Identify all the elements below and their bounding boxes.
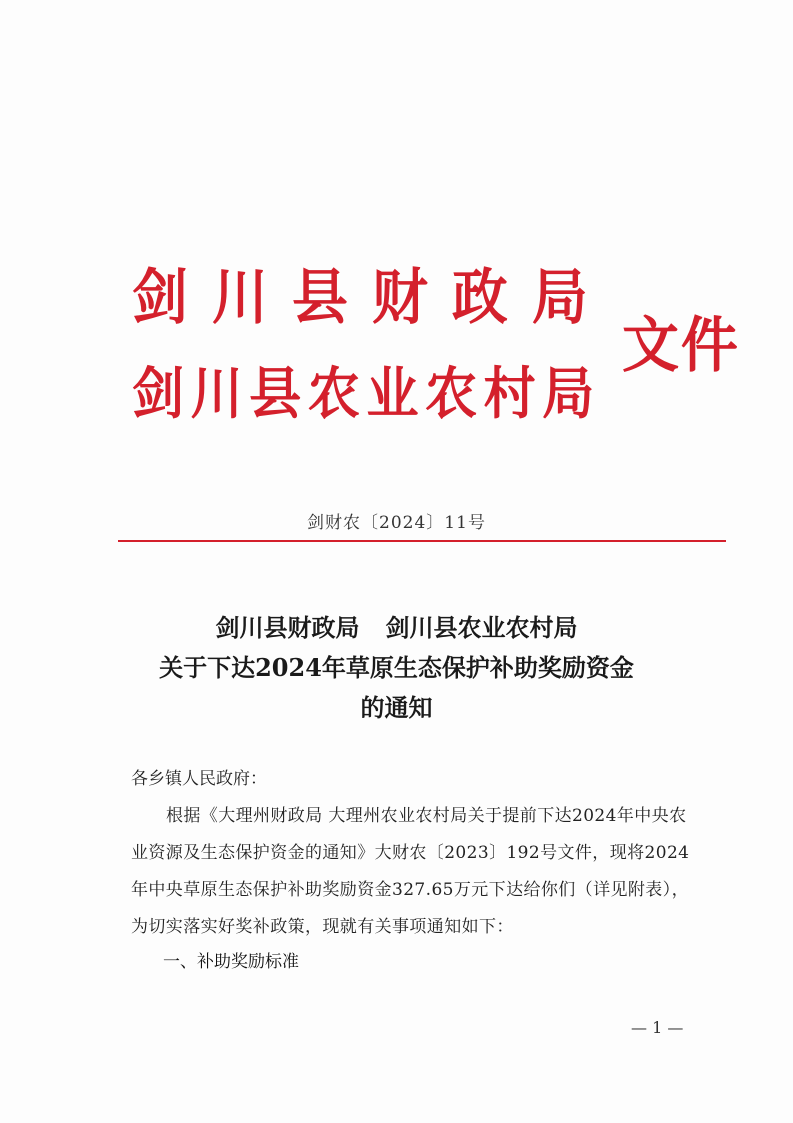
- title-issuer-2: 剑川县农业农村局: [385, 613, 578, 642]
- body-line: 根据《大理州财政局 大理州农业农村局关于提前下达2024年中央农: [166, 806, 687, 826]
- document-number: 剑财农〔2024〕11号: [307, 513, 486, 533]
- body-line: 业资源及生态保护资金的通知》大财农〔2023〕192号文件，现将2024: [131, 843, 690, 863]
- body-line: 年中央草原生态保护补助奖励资金327.65万元下达给你们（详见附表），: [131, 880, 689, 900]
- issuer-agriculture-bureau: 剑川县农业农村局: [132, 361, 601, 427]
- section-heading: 一、补助奖励标准: [163, 952, 299, 972]
- letterhead-suffix: 文件: [622, 311, 740, 381]
- red-divider-line: [118, 540, 726, 542]
- body-line: 为切实落实好奖补政策，现就有关事项通知如下：: [131, 917, 514, 937]
- title-line-1: [0, 608, 793, 643]
- title-line-2: 关于下达2024年草原生态保护补助奖励资金: [159, 653, 634, 682]
- salutation: 各乡镇人民政府：: [131, 769, 267, 789]
- issuer-finance-bureau: 剑川县财政局: [132, 263, 612, 333]
- title-issuer-1: 剑川县财政局: [215, 613, 360, 642]
- page-number: — 1 —: [631, 1018, 684, 1037]
- title-line-3: 的通知: [360, 693, 433, 722]
